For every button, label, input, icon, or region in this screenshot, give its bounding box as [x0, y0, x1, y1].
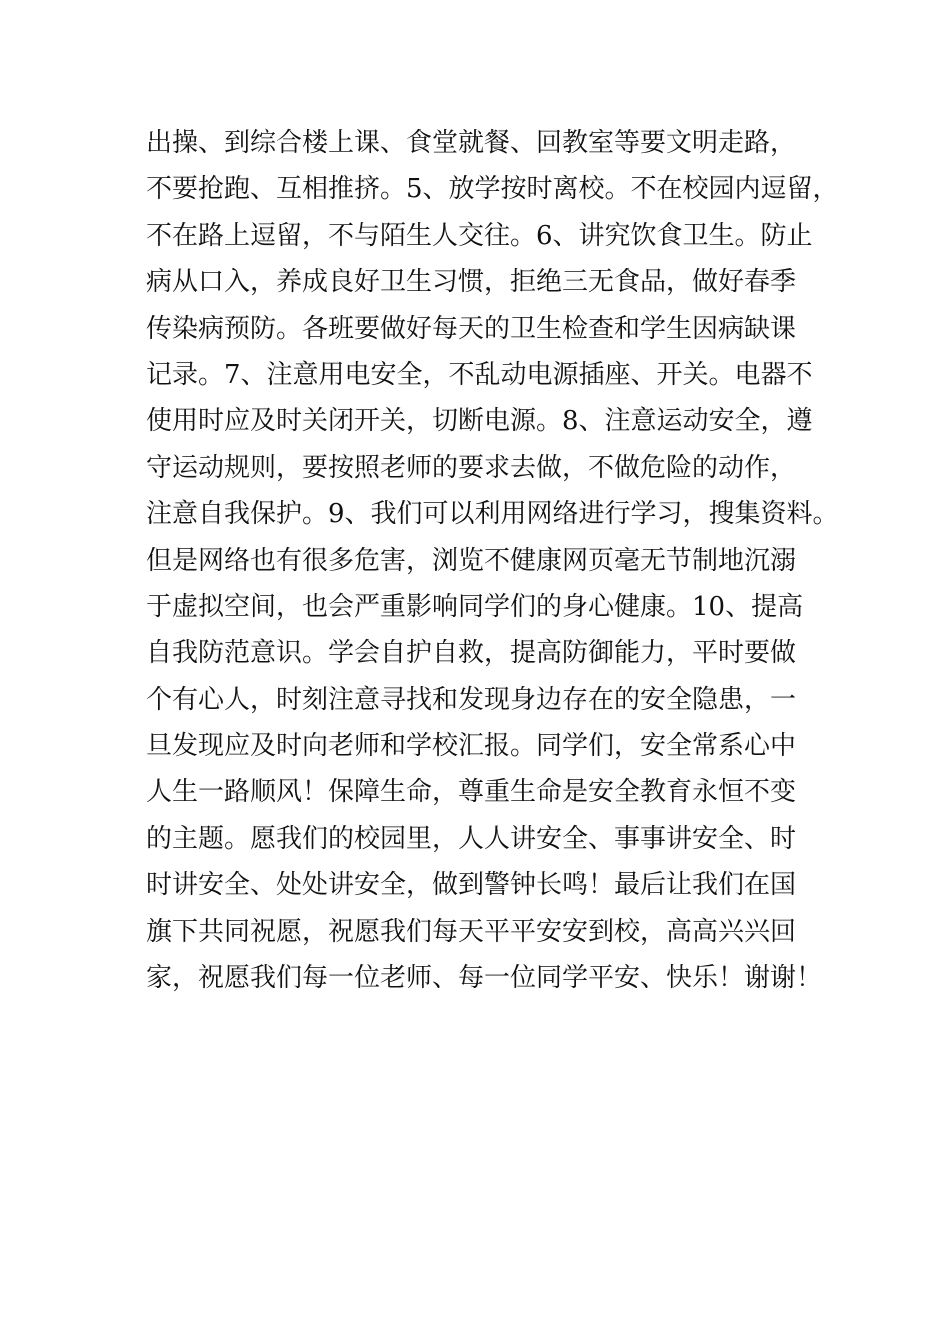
- text-line: 旗下共同祝愿，祝愿我们每天平平安安到校，高高兴兴回: [146, 916, 797, 947]
- text-line: 注意自我保护。9、我们可以利用网络进行学习，搜集资料。: [146, 499, 839, 530]
- text-line: 不在路上逗留，不与陌生人交往。6、讲究饮食卫生。防止: [146, 220, 813, 251]
- text-line: 家，祝愿我们每一位老师、每一位同学平安、快乐！谢谢！: [146, 963, 823, 994]
- body-text: [146, 120, 846, 1001]
- text-line: 使用时应及时关闭开关，切断电源。8、注意运动安全，遵: [146, 406, 813, 437]
- text-line: 传染病预防。各班要做好每天的卫生检查和学生因病缺课: [146, 313, 797, 344]
- text-line: 出操、到综合楼上课、食堂就餐、回教室等要文明走路，: [146, 128, 797, 158]
- text-line: 于虚拟空间，也会严重影响同学们的身心健康。10、提高: [146, 591, 804, 622]
- text-line: 个有心人，时刻注意寻找和发现身边存在的安全隐患，一: [146, 684, 797, 715]
- text-line: 但是网络也有很多危害，浏览不健康网页毫无节制地沉溺: [146, 545, 797, 576]
- text-line: 病从口入，养成良好卫生习惯，拒绝三无食品，做好春季: [146, 267, 797, 298]
- text-line: 自我防范意识。学会自护自救，提高防御能力，平时要做: [146, 638, 797, 669]
- text-line: 的主题。愿我们的校园里，人人讲安全、事事讲安全、时: [146, 823, 797, 854]
- text-line: 时讲安全、处处讲安全，做到警钟长鸣！最后让我们在国: [146, 870, 797, 901]
- text-line: 不要抢跑、互相推挤。5、放学按时离校。不在校园内逗留，: [146, 174, 839, 205]
- text-line: 记录。7、注意用电安全，不乱动电源插座、开关。电器不: [146, 359, 813, 390]
- text-line: 人生一路顺风！保障生命，尊重生命是安全教育永恒不变: [146, 777, 797, 808]
- text-line: 守运动规则，要按照老师的要求去做，不做危险的动作，: [146, 452, 797, 483]
- text-line: 旦发现应及时向老师和学校汇报。同学们，安全常系心中: [146, 731, 797, 762]
